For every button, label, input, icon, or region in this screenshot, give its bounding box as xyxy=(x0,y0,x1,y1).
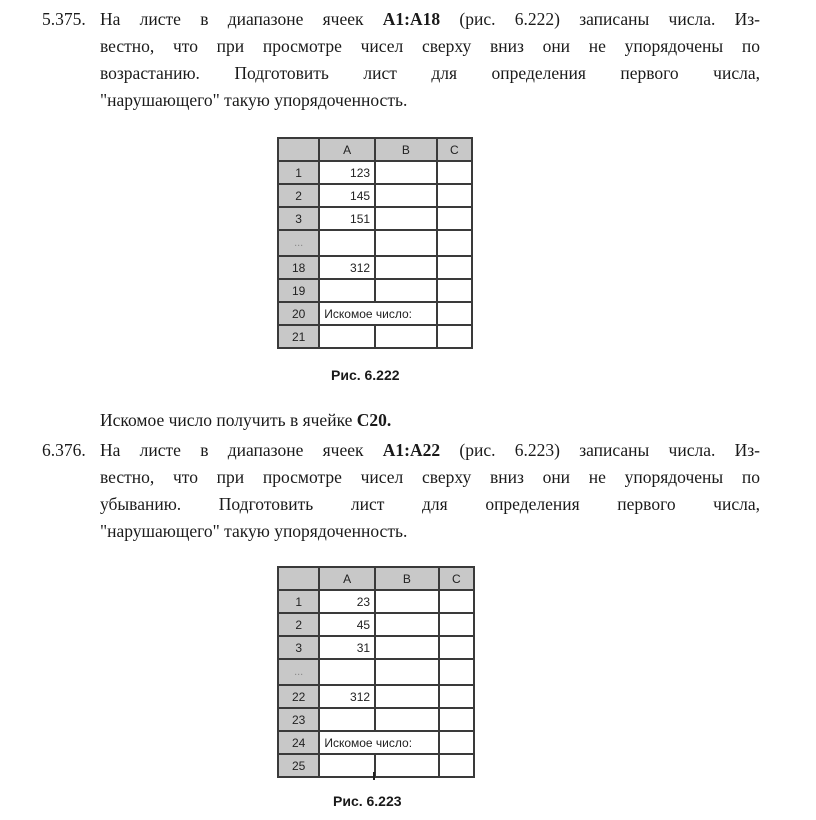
cell-b xyxy=(375,325,437,348)
row-header: 21 xyxy=(278,325,319,348)
corner-cell xyxy=(278,138,319,161)
cell-c xyxy=(439,754,474,777)
problem-text xyxy=(100,437,760,545)
row-header: 2 xyxy=(278,184,319,207)
problem-line-4: "нарушающего" такую упорядоченность. xyxy=(100,90,408,110)
column-header: A xyxy=(319,567,375,590)
row-header: 2 xyxy=(278,613,319,636)
table-row xyxy=(278,207,472,230)
column-header-row xyxy=(278,567,474,590)
cell-b xyxy=(375,230,437,256)
table-row xyxy=(278,184,472,207)
cell-c xyxy=(437,161,472,184)
problem-number: 6.376. xyxy=(42,440,86,460)
cell-b xyxy=(375,659,439,685)
cell-c xyxy=(439,636,474,659)
cell-c xyxy=(437,302,472,325)
column-header: C xyxy=(439,567,474,590)
table-row xyxy=(278,256,472,279)
cell-c xyxy=(439,613,474,636)
cell-a: 312 xyxy=(319,256,375,279)
cell-b xyxy=(375,161,437,184)
cell-b xyxy=(375,708,439,731)
cell-a xyxy=(319,230,375,256)
row-header-ellipsis: ... xyxy=(278,230,319,256)
cell-a: 312 xyxy=(319,685,375,708)
problem-line-4: "нарушающего" такую упорядоченность. xyxy=(100,521,408,541)
cell-b xyxy=(375,279,437,302)
cell-a: 123 xyxy=(319,161,375,184)
figure-caption: Рис. 6.222 xyxy=(331,367,400,383)
cell-c xyxy=(437,279,472,302)
problem-line-3: возрастанию. Подготовить лист для определения первого числа, xyxy=(100,63,760,83)
target-cell: C20. xyxy=(356,410,392,430)
problem-text xyxy=(100,6,760,114)
cell-a xyxy=(319,279,375,302)
cell-b xyxy=(375,636,439,659)
cell-a xyxy=(319,708,375,731)
table-row-ellipsis xyxy=(278,659,474,685)
cell-c xyxy=(437,184,472,207)
row-header: 18 xyxy=(278,256,319,279)
cell-a: 23 xyxy=(319,590,375,613)
cell-c xyxy=(439,590,474,613)
spreadsheet-figure-6-223 xyxy=(277,566,475,778)
cell-a: 151 xyxy=(319,207,375,230)
table-row-ellipsis xyxy=(278,230,472,256)
cell-b xyxy=(375,256,437,279)
row-header: 24 xyxy=(278,731,319,754)
row-header: 3 xyxy=(278,636,319,659)
cell-c xyxy=(437,207,472,230)
cell-c xyxy=(439,708,474,731)
row-header: 19 xyxy=(278,279,319,302)
cell-c xyxy=(437,325,472,348)
row-header: 23 xyxy=(278,708,319,731)
table-row xyxy=(278,613,474,636)
cell-b xyxy=(375,754,439,777)
instruction: Искомое число получить в ячейке C20. xyxy=(100,410,392,430)
problem-number: 5.375. xyxy=(42,9,86,29)
cell-a: 45 xyxy=(319,613,375,636)
table-row xyxy=(278,302,472,325)
cell-b xyxy=(375,613,439,636)
cell-c xyxy=(439,731,474,754)
cell-c xyxy=(439,659,474,685)
table-row xyxy=(278,325,472,348)
cell-a: 145 xyxy=(319,184,375,207)
table-row xyxy=(278,685,474,708)
cell-b xyxy=(375,184,437,207)
table-row xyxy=(278,708,474,731)
table-row xyxy=(278,279,472,302)
cell-c xyxy=(437,230,472,256)
table-row xyxy=(278,590,474,613)
cell-b xyxy=(375,685,439,708)
column-header: B xyxy=(375,138,437,161)
table-row xyxy=(278,636,474,659)
cell-b xyxy=(375,590,439,613)
cell-b xyxy=(375,207,437,230)
row-header-ellipsis: ... xyxy=(278,659,319,685)
text-cursor-mark xyxy=(373,772,375,780)
row-header: 3 xyxy=(278,207,319,230)
spreadsheet-figure-6-222 xyxy=(277,137,473,349)
table-row xyxy=(278,161,472,184)
row-header: 25 xyxy=(278,754,319,777)
row-header: 22 xyxy=(278,685,319,708)
problem-line-2: вестно, что при просмотре чисел сверху вниз они не упорядочены по xyxy=(100,467,760,487)
table-row xyxy=(278,754,474,777)
cell-label: Искомое число: xyxy=(319,302,436,325)
column-header-row xyxy=(278,138,472,161)
figure-caption: Рис. 6.223 xyxy=(333,793,402,809)
problem-line-2: вестно, что при просмотре чисел сверху вниз они не упорядочены по xyxy=(100,36,760,56)
table-row xyxy=(278,731,474,754)
column-header: C xyxy=(437,138,472,161)
cell-a xyxy=(319,659,375,685)
column-header: B xyxy=(375,567,439,590)
problem-line-1: На листе в диапазоне ячеек A1:A18 (рис. 6.222) записаны числа. Из- xyxy=(100,9,761,29)
cell-c xyxy=(437,256,472,279)
cell-a xyxy=(319,754,375,777)
cell-c xyxy=(439,685,474,708)
cell-a: 31 xyxy=(319,636,375,659)
column-header: A xyxy=(319,138,375,161)
range-reference: A1:A22 xyxy=(382,440,441,460)
corner-cell xyxy=(278,567,319,590)
row-header: 20 xyxy=(278,302,319,325)
problem-line-3: убыванию. Подготовить лист для определения первого числа, xyxy=(100,494,760,514)
cell-label: Искомое число: xyxy=(319,731,438,754)
cell-a xyxy=(319,325,375,348)
problem-line-1: На листе в диапазоне ячеек A1:A22 (рис. 6.223) записаны числа. Из- xyxy=(100,440,761,460)
range-reference: A1:A18 xyxy=(382,9,441,29)
row-header: 1 xyxy=(278,161,319,184)
row-header: 1 xyxy=(278,590,319,613)
